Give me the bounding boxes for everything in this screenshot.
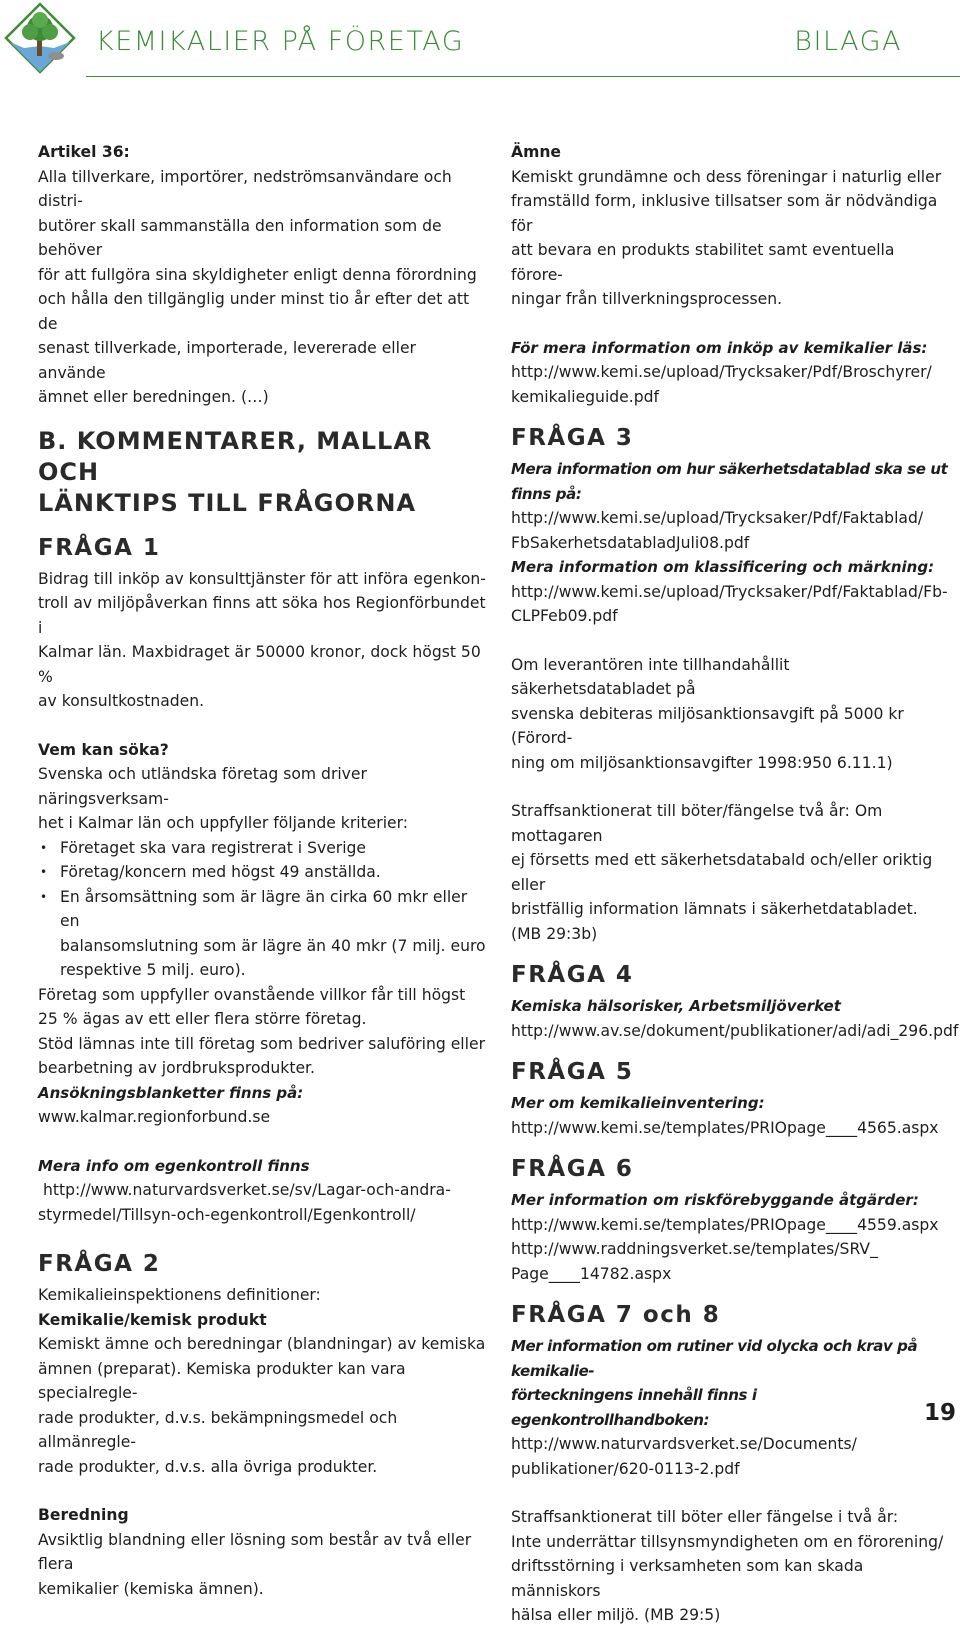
fraga-2-intro: Kemikalieinspektionens definitioner:	[38, 1286, 321, 1304]
mera-info-title: Mera info om egenkontroll finns	[38, 1156, 310, 1175]
fraga-7-8-subtitle: förteckningens innehåll finns i egenkontrollhandboken:	[511, 1386, 757, 1429]
fraga-7-8-heading: FRÅGA 7 och 8	[511, 1302, 721, 1328]
kemikalie-title: Kemikalie/kemisk produkt	[38, 1310, 267, 1329]
fraga-3-subtitle: Mera information om hur säkerhetsdatablad ska se ut finns på:	[511, 460, 948, 503]
after-list-line: Företag som uppfyller ovanstående villkor får till högst	[38, 985, 466, 1004]
fraga-5-subtitle: Mer om kemikalieinventering:	[511, 1094, 765, 1112]
fraga-1-line: troll av miljöpåverkan finns att söka hos Regionförbundet i	[38, 594, 486, 637]
amne-line: Kemiskt grundämne och dess föreningar i naturlig eller	[511, 167, 942, 186]
final-paragraph-line: Inte underrättar tillsynsmyndigheten om en förorening/	[511, 1532, 944, 1551]
inkop-info-title: För mera information om inköp av kemikalier läs:	[511, 338, 928, 357]
fraga-1-line: av konsultkostnaden.	[38, 692, 205, 710]
vem-kan-soka-title: Vem kan söka?	[38, 740, 169, 759]
article-36-line: butörer skall sammanställa den information som de behöver	[38, 216, 442, 259]
fraga-3-paragraph: svenska debiteras miljösanktionsavgift på 5000 kr (Förord-	[511, 704, 904, 747]
vem-line: Svenska och utländska företag som driver näringsverksam-	[38, 765, 367, 808]
final-paragraph-line: driftsstörning i verksamheten som kan skada människors	[511, 1557, 864, 1600]
amne-line: att bevara en produkts stabilitet samt eventuella förore-	[511, 241, 895, 284]
after-list-line: 25 % ägas av ett eller flera större företag.	[38, 1010, 367, 1028]
page-number: 19	[923, 1400, 956, 1426]
fraga-1-line: Kalmar län. Maxbidraget är 50000 kronor, dock högst 50 %	[38, 643, 481, 686]
fraga-3-link[interactable]: CLPFeb09.pdf	[511, 607, 618, 625]
fraga-3-link[interactable]: FbSakerhetsdatabladJuli08.pdf	[511, 533, 750, 552]
left-column	[38, 140, 488, 1601]
header-rule	[86, 76, 960, 77]
kemikalie-line: rade produkter, d.v.s. alla övriga produkter.	[38, 1457, 378, 1476]
beredning-title: Beredning	[38, 1506, 129, 1524]
fraga-3-link[interactable]: http://www.kemi.se/upload/Trycksaker/Pdf/Faktablad/Fb-	[511, 582, 948, 601]
fraga-6-subtitle: Mer information om riskförebyggande åtgärder:	[511, 1191, 919, 1209]
fraga-6-heading: FRÅGA 6	[511, 1156, 634, 1182]
list-item: • Företag/koncern med högst 49 anställda.	[38, 860, 488, 885]
fraga-6-link[interactable]: Page____14782.aspx	[511, 1264, 672, 1283]
mera-info-link[interactable]: http://www.naturvardsverket.se/sv/Lagar-och-andra-	[38, 1181, 451, 1199]
fraga-2-heading: FRÅGA 2	[38, 1251, 161, 1277]
fraga-3-paragraph: ej försetts med ett säkerhetsdatabald och/eller oriktig eller	[511, 851, 933, 894]
fraga-4-subtitle: Kemiska hälsorisker, Arbetsmiljöverket	[511, 997, 841, 1015]
fraga-5-link[interactable]: http://www.kemi.se/templates/PRIOpage____4565.aspx	[511, 1118, 939, 1137]
fraga-6-link[interactable]: http://www.kemi.se/templates/PRIOpage____4559.aspx	[511, 1215, 939, 1234]
criteria-list	[38, 836, 488, 983]
fraga-3-paragraph: Straffsanktionerat till böter/fängelse två år: Om mottagaren	[511, 802, 883, 845]
article-36-title: Artikel 36:	[38, 143, 130, 161]
fraga-4-link[interactable]: http://www.av.se/dokument/publikationer/adi/adi_296.pdf	[511, 1021, 959, 1040]
article-36-line: Alla tillverkare, importörer, nedströmsanvändare och distri-	[38, 167, 452, 210]
page-header	[0, 0, 960, 90]
beredning-line: kemikalier (kemiska ämnen).	[38, 1579, 264, 1598]
fraga-7-8-link[interactable]: http://www.naturvardsverket.se/Documents/	[511, 1435, 857, 1453]
fraga-3-paragraph: bristfällig information lämnats i säkerhetdatabladet.	[511, 900, 918, 918]
after-list-line: Stöd lämnas inte till företag som bedriver saluföring eller	[38, 1034, 485, 1053]
amne-title: Ämne	[511, 143, 561, 161]
vem-line: het i Kalmar län och uppfyller följande kriterier:	[38, 814, 409, 832]
fraga-7-8-link[interactable]: publikationer/620-0113-2.pdf	[511, 1459, 740, 1478]
list-item: • Företaget ska vara registrerat i Sverige	[38, 836, 488, 861]
amne-line: framställd form, inklusive tillsatser som är nödvändiga för	[511, 192, 938, 235]
fraga-4-heading: FRÅGA 4	[511, 962, 634, 988]
final-paragraph-line: hälsa eller miljö. (MB 29:5)	[511, 1606, 721, 1624]
mera-info-link[interactable]: styrmedel/Tillsyn-och-egenkontroll/Egenkontroll/	[38, 1205, 416, 1224]
section-b-line: B. KOMMENTARER, MALLAR OCH	[38, 426, 433, 486]
article-36-line: ämnet eller beredningen. (…)	[38, 388, 269, 406]
section-b-heading	[38, 426, 488, 519]
ansokan-title: Ansökningsblanketter finns på:	[38, 1083, 304, 1102]
header-title: KEMIKALIER PÅ FÖRETAG	[96, 26, 465, 57]
amne-line: ningar från tillverkningsprocessen.	[511, 290, 783, 308]
article-36-line: senast tillverkade, importerade, levererade eller använde	[38, 339, 416, 382]
after-list-line: bearbetning av jordbruksprodukter.	[38, 1059, 315, 1077]
fraga-6-link[interactable]: http://www.raddningsverket.se/templates/SRV_	[511, 1240, 878, 1258]
fraga-1-heading: FRÅGA 1	[38, 534, 161, 561]
kemikalie-line: ämnen (preparat). Kemiska produkter kan vara specialregle-	[38, 1359, 406, 1402]
section-b-line: LÄNKTIPS TILL FRÅGORNA	[38, 488, 417, 517]
fraga-3-heading: FRÅGA 3	[511, 425, 634, 451]
inkop-info-link[interactable]: http://www.kemi.se/upload/Trycksaker/Pdf/Broschyrer/	[511, 363, 932, 381]
article-36-line: och hålla den tillgänglig under minst tio år efter det att de	[38, 290, 470, 333]
right-column	[511, 140, 959, 1628]
fraga-5-heading: FRÅGA 5	[511, 1059, 634, 1085]
kemikalie-line: Kemiskt ämne och beredningar (blandningar) av kemiska	[38, 1335, 486, 1353]
header-section-label: BILAGA	[794, 26, 902, 57]
list-item: • En årsomsättning som är lägre än cirka 60 mkr eller en balansomslutning som är lägre än 40 mkr (7 milj. euro respektive 5 milj. euro).	[38, 885, 488, 983]
beredning-line: Avsiktlig blandning eller lösning som består av två eller flera	[38, 1530, 472, 1573]
fraga-3-link[interactable]: http://www.kemi.se/upload/Trycksaker/Pdf/Faktablad/	[511, 509, 924, 527]
fraga-3-paragraph: Om leverantören inte tillhandahållit säkerhetsdatabladet på	[511, 655, 790, 698]
inkop-info-link[interactable]: kemikalieguide.pdf	[511, 387, 660, 406]
fraga-3-paragraph: (MB 29:3b)	[511, 924, 598, 943]
final-paragraph-line: Straffsanktionerat till böter eller fängelse i två år:	[511, 1508, 899, 1526]
kemikalie-line: rade produkter, d.v.s. bekämpningsmedel och allmänregle-	[38, 1408, 398, 1451]
article-36-line: för att fullgöra sina skyldigheter enligt denna förordning	[38, 265, 477, 284]
ansokan-link[interactable]: www.kalmar.regionforbund.se	[38, 1108, 271, 1126]
tree-logo-icon	[4, 2, 76, 74]
fraga-3-paragraph: ning om miljösanktionsavgifter 1998:950 6.11.1)	[511, 753, 893, 772]
fraga-7-8-subtitle: Mer information om rutiner vid olycka och krav på kemikalie-	[511, 1337, 918, 1380]
fraga-1-line: Bidrag till inköp av konsulttjänster för att införa egenkon-	[38, 569, 486, 588]
fraga-3-subtitle: Mera information om klassificering och märkning:	[511, 558, 935, 576]
